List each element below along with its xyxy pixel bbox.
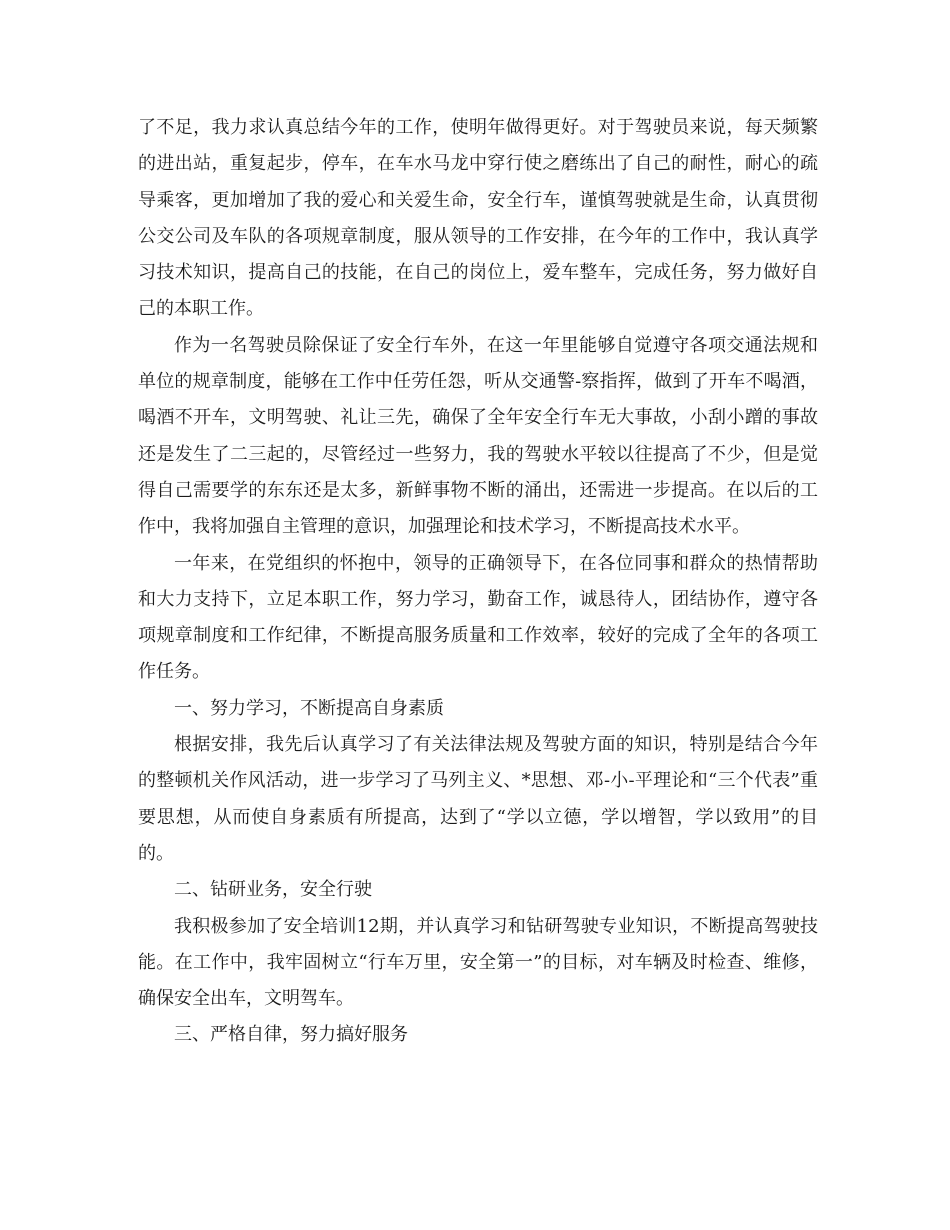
paragraph-1: 了不足，我力求认真总结今年的工作，使明年做得更好。对于驾驶员来说，每天频繁的进出站，重复起步，停车，在车水马龙中穿行使之磨练出了自己的耐性，耐心的疏导乘客，更加增加了我的爱心和关爱生命，安全行车，谨慎驾驶就是生命，认真贯彻公交公司及车队的各项规章制度，服从领导的工作安排，在今年的工作中，我认真学习技术知识，提高自己的技能，在自己的岗位上，爱车整车，完成任务，努力做好自己的本职工作。: [138, 117, 818, 320]
paragraph-4: 根据安排，我先后认真学习了有关法律法规及驾驶方面的知识，特别是结合今年的整顿机关作风活动，进一步学习了马列主义、*思想、邓-小-平理论和“三个代表”重要思想，从而使自身素质有所提高，达到了“学以立德，学以增智，学以致用”的目的。: [138, 734, 818, 864]
paragraph-3: 一年来，在党组织的怀抱中，领导的正确领导下，在各位同事和群众的热情帮助和大力支持下，立足本职工作，努力学习，勤奋工作，诚恳待人，团结协作，遵守各项规章制度和工作纪律，不断提高服务质量和工作效率，较好的完成了全年的各项工作任务。: [138, 552, 818, 683]
document-body: [138, 110, 818, 1054]
section-heading-3: 三、严格自律，努力搞好服务: [174, 1024, 408, 1046]
paragraph-2: 作为一名驾驶员除保证了安全行车外，在这一年里能够自觉遵守各项交通法规和单位的规章制度，能够在工作中任劳任怨，听从交通警-察指挥，做到了开车不喝酒，喝酒不开车，文明驾驶、礼让三先，确保了全年安全行车无大事故，小刮小蹭的事故还是发生了二三起的，尽管经过一些努力，我的驾驶水平较以往提高了不少，但是觉得自己需要学的东东还是太多，新鲜事物不断的涌出，还需进一步提高。在以后的工作中，我将加强自主管理的意识，加强理论和技术学习，不断提高技术水平。: [138, 334, 818, 538]
section-heading-2: 二、钻研业务，安全行驶: [174, 879, 372, 901]
section-heading-1: 一、努力学习，不断提高自身素质: [174, 697, 444, 719]
paragraph-5: 我积极参加了安全培训12期，并认真学习和钻研驾驶专业知识，不断提高驾驶技能。在工作中，我牢固树立“行车万里，安全第一”的目标，对车辆及时检查、维修，确保安全出车，文明驾车。: [138, 915, 818, 1010]
